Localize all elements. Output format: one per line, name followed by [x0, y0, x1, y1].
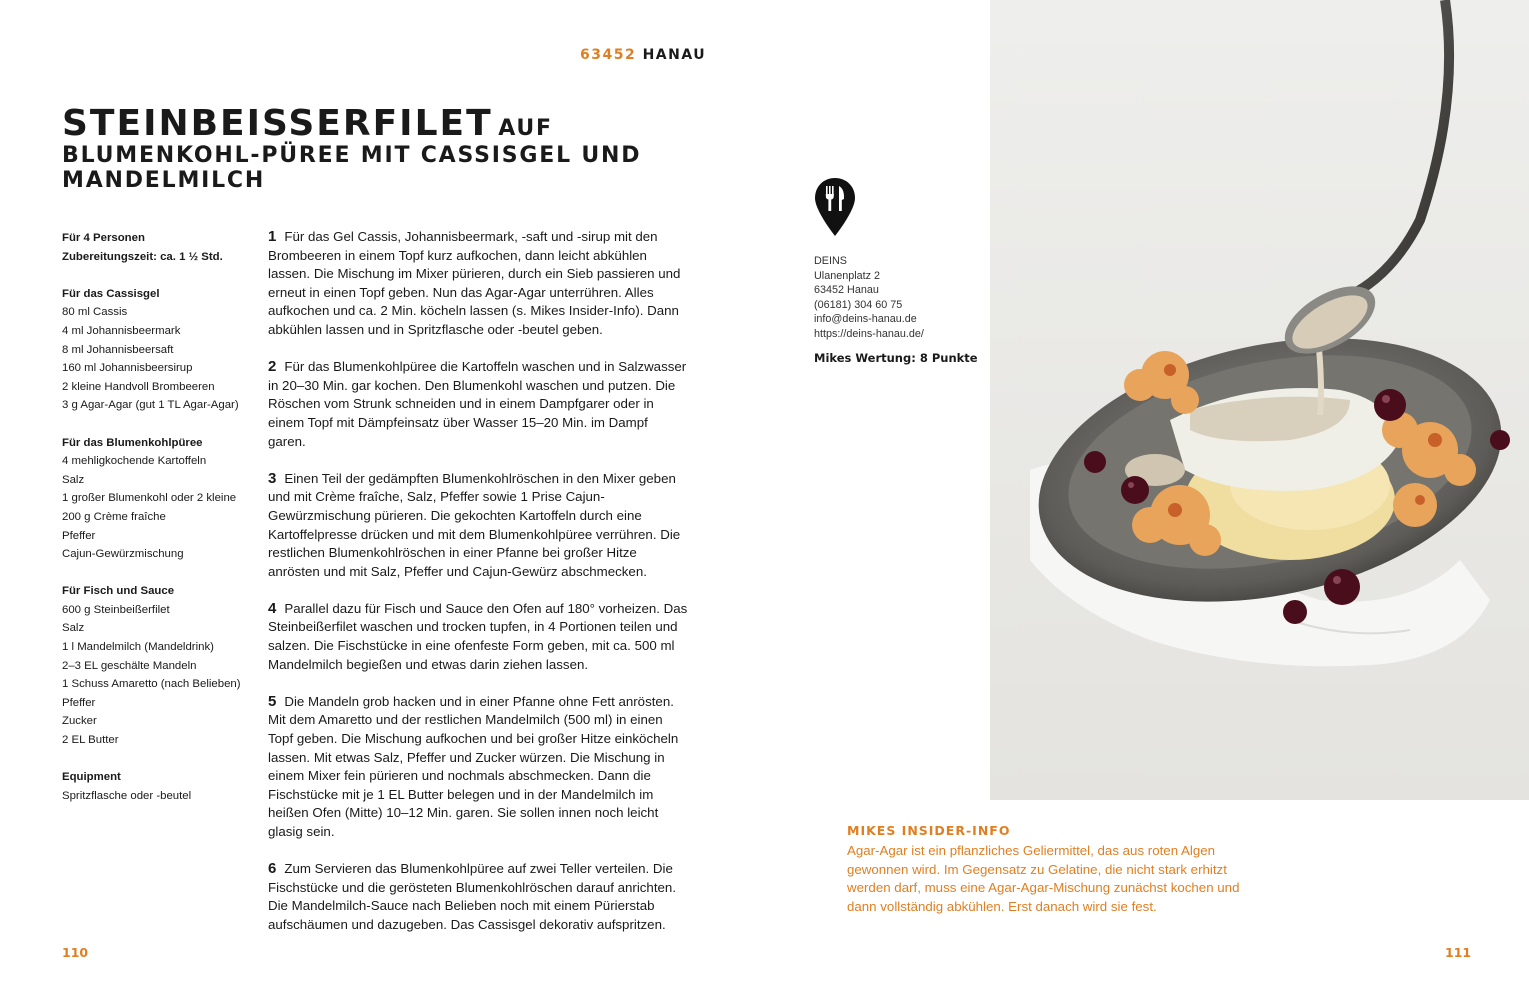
step-5 [268, 693, 688, 842]
step-text: Parallel dazu für Fisch und Sauce den Ofen auf 180° vorheizen. Das Steinbeißerfilet waschen und trocken tupfen, in 4 Portionen teilen und salzen. Die Fischstücke in eine ofenfeste Form geben, mit ca. 500 ml Mandelmilch begießen und etwas darin ziehen lassen. [268, 600, 688, 672]
ingredient-heading: Equipment [62, 771, 121, 784]
ingredient-item: 80 ml Cassis [62, 306, 128, 319]
ingredient-item: Salz [62, 473, 85, 486]
servings: Für 4 Personen [62, 232, 145, 244]
dish-photo [990, 0, 1529, 800]
restaurant-address [814, 254, 924, 342]
ingredient-group-cassis [62, 285, 252, 415]
ingredient-item: 1 l Mandelmilch (Mandeldrink) [62, 641, 214, 654]
restaurant-street: Ulanenplatz 2 [814, 269, 881, 282]
ingredient-item: Salz [62, 622, 85, 635]
ingredient-item: 160 ml Johannisbeersirup [62, 362, 193, 375]
ingredient-heading: Für Fisch und Sauce [62, 585, 175, 598]
instructions-column [268, 228, 688, 953]
ingredient-item: 3 g Agar-Agar (gut 1 TL Agar-Agar) [62, 399, 239, 412]
ingredient-item: Spritzflasche oder -beutel [62, 789, 192, 802]
recipe-title [62, 104, 702, 194]
ingredient-item: 200 g Crème fraîche [62, 510, 166, 523]
ingredient-item: Pfeffer [62, 529, 96, 542]
location-city: HANAU [642, 47, 707, 63]
restaurant-rating: Mikes Wertung: 8 Punkte [814, 351, 978, 365]
step-text: Für das Blumenkohlpüree die Kartoffeln waschen und in Salzwasser in 20–30 Min. gar kochen. Den Blumenkohl waschen und putzen. Die Röschen vom Strunk schneiden und in einem Dampfgarer oder in einem Topf mit Dämpfeinsatz über Wasser 15–20 Min. im Dampf garen. [268, 359, 687, 449]
ingredient-item: 1 großer Blumenkohl oder 2 kleine [62, 492, 237, 505]
page-number-left: 110 [62, 945, 89, 960]
step-4 [268, 600, 688, 674]
step-text: Für das Gel Cassis, Johannisbeermark, -saft und -sirup mit den Brombeeren in einem Topf kurz aufkochen, dann leicht abkühlen lassen. Die Mischung im Mixer pürieren, durch ein Sieb passieren und erneut in einen Topf geben. Nun das Agar-Agar unterrühren. Alles aufkochen und ca. 2 Min. köcheln lassen (s. Mikes Insider-Info). Dann abkühlen lassen und in Spritzflasche oder -beutel geben. [268, 229, 681, 337]
step-number: 1 [268, 228, 277, 245]
ingredient-item: 2–3 EL geschälte Mandeln [62, 659, 197, 672]
restaurant-city: 63452 Hanau [814, 284, 879, 297]
ingredient-item: 1 Schuss Amaretto (nach Belieben) [62, 678, 241, 691]
ingredient-item: 4 mehligkochende Kartoffeln [62, 455, 207, 468]
ingredient-item: Pfeffer [62, 696, 96, 709]
step-3 [268, 470, 688, 582]
step-1 [268, 228, 688, 340]
page-number-right: 111 [1445, 945, 1472, 960]
step-6 [268, 860, 688, 934]
location-zip: 63452 [580, 47, 637, 63]
ingredient-group-fish [62, 582, 252, 749]
step-number: 6 [268, 860, 277, 878]
ingredient-item: 600 g Steinbeißerfilet [62, 603, 170, 616]
recipe-title-main: STEINBEISSERFILET [62, 103, 493, 144]
restaurant-name: DEINS [814, 255, 847, 267]
restaurant-email: info@deins-hanau.de [814, 313, 917, 326]
restaurant-website: https://deins-hanau.de/ [814, 327, 924, 340]
ingredient-item: 2 EL Butter [62, 734, 119, 747]
ingredient-group-equipment [62, 768, 252, 805]
step-text: Zum Servieren das Blumenkohlpüree auf zwei Teller verteilen. Die Fischstücke und die gerösteten Blumenkohlröschen darauf anrichten. Die Mandelmilch-Sauce nach Belieben noch mit einem Pürierstab aufschäumen und dazugeben. Das Cassisgel dekorativ aufspritzen. [268, 861, 677, 932]
location-header [580, 47, 706, 63]
recipe-title-sub: AUF BLUMENKOHL-PÜREE MIT CASSISGEL UND MANDELMILCH [62, 116, 642, 193]
step-number: 2 [268, 358, 277, 376]
step-text: Einen Teil der gedämpften Blumenkohlröschen in den Mixer geben und mit Crème fraîche, Salz, Pfeffer sowie 1 Prise Cajun-Gewürzmischung pürieren. Die gekochten Kartoffeln durch eine Kartoffelpresse drücken und mit dem Blumenkohlpüree verrühren. Die restlichen Blumenkohlröschen in einer Pfanne bei großer Hitze anrösten und mit Salz, Pfeffer und Cajun-Gewürz abschmecken. [268, 470, 681, 579]
insider-info-text: Agar-Agar ist ein pflanzliches Geliermittel, das aus roten Algen gewonnen wird. Im Gegensatz zu Gelatine, die nicht stark erhitzt werden darf, muss eine Agar-Agar-Mischung zunächst kochen und dann vollständig abkühlen. Erst danach wird sie fest. [847, 843, 1240, 914]
ingredient-item: Zucker [62, 715, 97, 728]
ingredient-heading: Für das Cassisgel [62, 287, 160, 300]
step-2 [268, 358, 688, 451]
ingredients-column [62, 229, 252, 805]
step-text: Die Mandeln grob hacken und in einer Pfanne ohne Fett anrösten. Mit dem Amaretto und der restlichen Mandelmilch (500 ml) in einen Topf geben. Die Mischung aufkochen und bei großer Hitze einköcheln lassen. Mit etwas Salz, Pfeffer und Zucker würzen. Die Mischung in einem Mixer fein pürieren und nochmals abschmecken. Dann die Fischstücke mit je 1 EL Butter belegen und in der Mandelmilch im heißen Ofen (Mitte) 10–12 Min. garen. Sie sollen innen noch leicht glasig sein. [268, 693, 679, 839]
step-number: 4 [268, 599, 277, 617]
restaurant-pin-icon [814, 177, 856, 237]
ingredient-group-puree [62, 434, 252, 564]
ingredient-heading: Für das Blumenkohlpüree [62, 436, 203, 449]
restaurant-phone: (06181) 304 60 75 [814, 298, 903, 311]
prep-time: Zubereitungszeit: ca. 1 ½ Std. [62, 250, 223, 263]
step-number: 5 [268, 692, 277, 710]
ingredient-item: 2 kleine Handvoll Brombeeren [62, 380, 215, 393]
ingredient-item: 4 ml Johannisbeermark [62, 324, 181, 337]
ingredient-item: Cajun-Gewürzmischung [62, 548, 184, 561]
step-number: 3 [268, 469, 277, 487]
insider-info-title: MIKES INSIDER-INFO [847, 823, 1011, 838]
ingredient-item: 8 ml Johannisbeersaft [62, 343, 174, 356]
